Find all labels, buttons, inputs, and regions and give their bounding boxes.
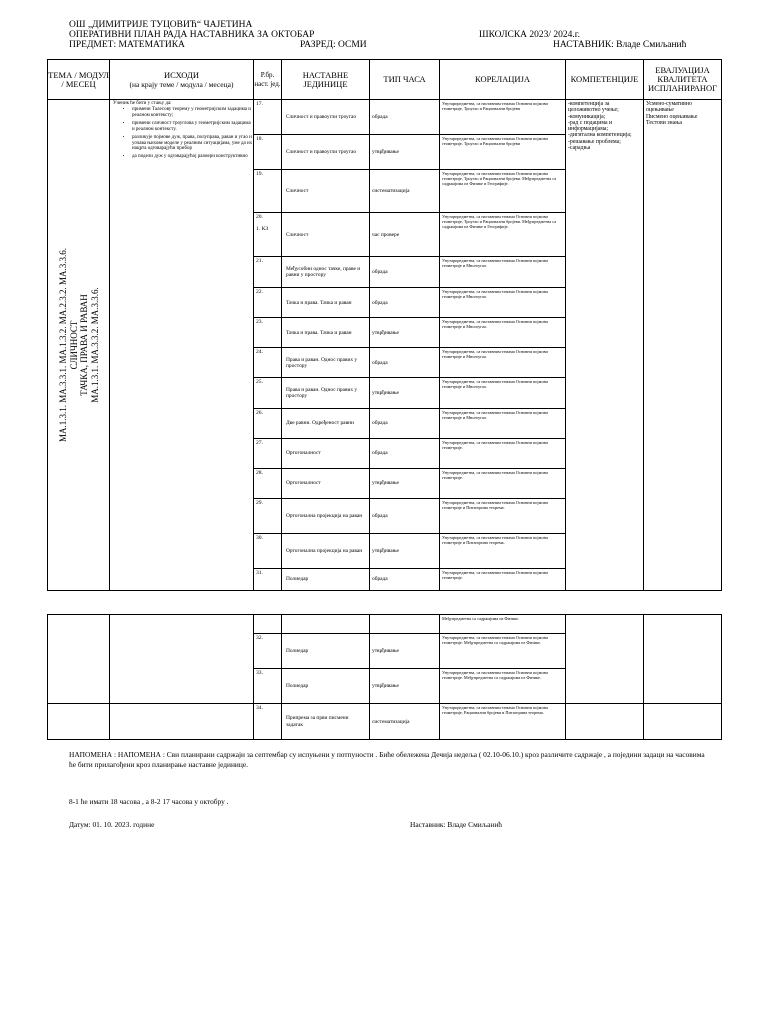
- lesson-type: утврђивање: [370, 378, 440, 408]
- lesson-correlation: Унутарпредметна, са наставним темама Основни појмови геометрије и Многоугао.: [440, 408, 566, 438]
- lesson-type: обрада: [370, 348, 440, 378]
- hours-note: 8-1 ће имати 18 часова , а 8-2 17 часова у октобру .: [69, 797, 229, 806]
- lesson-number: 26.: [256, 409, 263, 416]
- lesson-correlation: Унутарпредметна, са наставним темама Основни појмови геометрије и Многоугао.: [440, 348, 566, 378]
- lesson-unit: Сличност: [282, 170, 370, 213]
- topic-cell-continued: [48, 615, 110, 704]
- lesson-number: 18.: [256, 136, 263, 143]
- lesson-type: утврђивање: [370, 634, 440, 669]
- lesson-number-cell: [254, 135, 282, 170]
- lesson-number: [254, 615, 282, 634]
- outcome-item: • да подели дуж у одговарајућој размери конструктивно: [132, 154, 253, 160]
- col-correlation: КОРЕЛАЦИЈА: [440, 60, 566, 100]
- plan-table: [47, 59, 722, 591]
- col-topic: ТЕМА / МОДУЛ / МЕСЕЦ: [48, 60, 110, 100]
- plan-table-continued: [47, 614, 722, 740]
- lesson-number: 21.: [256, 258, 263, 265]
- outcome-item: • примени Талесову теорему у геометријским задацима и реалном контексту;: [132, 107, 253, 119]
- competencies-cell-continued: [566, 704, 644, 740]
- outcome-item: • примени сличност троуглова у геометријским задацима и реалном контексту.: [132, 121, 253, 133]
- lesson-type: утврђивање: [370, 669, 440, 704]
- lesson-correlation: Унутарпредметна, са наставним темама Основни појмови геометрије, Троугао и Рационални бројеви: [440, 135, 566, 170]
- lesson-correlation: Унутарпредметна, са наставним темама Основни појмови геометрије, Троугао и Рационални бројеви: [440, 100, 566, 135]
- lesson-number: 31.: [256, 569, 263, 576]
- lesson-unit: Права и раван. Однос правих у простору: [282, 378, 370, 408]
- lesson-number: 24.: [256, 349, 263, 356]
- lesson-number-cell: [254, 533, 282, 568]
- outcomes-intro: Ученик ће бити у стању да:: [113, 101, 172, 106]
- lesson-number: 29.: [256, 499, 263, 506]
- lesson-type: обрада: [370, 257, 440, 288]
- lesson-number-cell: [254, 378, 282, 408]
- lesson-correlation: Унутарпредметна, са наставним темама Основни појмови геометрије и Многоугао.: [440, 288, 566, 318]
- lesson-correlation: Унутарпредметна, са наставним темама Основни појмови геометрије и Многоугао.: [440, 378, 566, 408]
- lesson-number: 25.: [256, 379, 263, 386]
- lesson-correlation: Унутарпредметна, са наставним темама Основни појмови геометрије и Питагорина теорема.: [440, 533, 566, 568]
- table-row: [48, 100, 722, 135]
- lesson-correlation: Унутарпредметна, са наставним темама Основни појмови геометрије и Многоугао.: [440, 318, 566, 348]
- grade: РАЗРЕД: ОСМИ: [300, 40, 367, 50]
- col-type: ТИП ЧАСА: [370, 60, 440, 100]
- lesson-number: 23.: [256, 319, 263, 326]
- lesson-number: 22.: [256, 289, 263, 296]
- lesson-number-cell: [254, 438, 282, 468]
- lesson-number-cell: [254, 257, 282, 288]
- lesson-correlation: Унутарпредметна, са наставним темама Основни појмови геометрије.: [440, 468, 566, 498]
- lesson-number: 32.: [254, 634, 282, 669]
- lesson-unit: Међусобни однос тачке, праве и равни у простору: [282, 257, 370, 288]
- lesson-number: 19.: [256, 171, 263, 178]
- lesson-number-cell: [254, 408, 282, 438]
- lesson-unit: Ортогоналност: [282, 468, 370, 498]
- lesson-type: [370, 615, 440, 634]
- school-year: ШКОЛСКА 2023/ 2024.г.: [479, 30, 581, 40]
- lesson-number: 30.: [256, 534, 263, 541]
- lesson-correlation: Унутарпредметна, са наставним темама Основни појмови геометрије.: [440, 568, 566, 590]
- lesson-number: 28.: [256, 469, 263, 476]
- topic-line2: СЛИЧНОСТ: [68, 320, 78, 370]
- lesson-unit: Тачка и права. Тачка и раван: [282, 318, 370, 348]
- lesson-unit: Полиедар: [282, 634, 370, 669]
- evaluation-cell-continued: [644, 615, 722, 704]
- lesson-type: обрада: [370, 408, 440, 438]
- lesson-unit: Припрема за први писмени задатак: [282, 704, 370, 740]
- lesson-correlation: Унутарпредметна, са наставним темама Основни појмови геометрије. Међупредметна са садржајима из Физике.: [440, 634, 566, 669]
- col-outcomes: [110, 60, 254, 100]
- note: НАПОМЕНА : НАПОМЕНА : Сви планирани садржаји за септембар су испуњени у потпуности . Биће обележена Дечија недеља ( 02.10-06.10.) кроз различите садржаје , а поједини задаци на часовима ће бити прилагођени кроз планирање наставне јединице.: [69, 750, 705, 769]
- lesson-unit: Сличност и правоугли троугао: [282, 100, 370, 135]
- table-row: [48, 615, 722, 634]
- table-row: [48, 704, 722, 740]
- lesson-unit: Сличност: [282, 213, 370, 257]
- lesson-number-cell: [254, 100, 282, 135]
- lesson-type: систематизација: [370, 704, 440, 740]
- lesson-correlation: Унутарпредметна, са наставним темама Основни појмови геометрије и Питагорина теорема.: [440, 498, 566, 533]
- lesson-number: 34.: [254, 704, 282, 740]
- lesson-type: обрада: [370, 438, 440, 468]
- lesson-number-cell: [254, 468, 282, 498]
- competencies-cell: -компетенција за целоживотно учење; -комуникација; -рад с подацима и информацијама; -дигитална компетенција; -решавање проблема; -сарадња: [566, 100, 644, 591]
- lesson-type: обрада: [370, 568, 440, 590]
- lesson-correlation: Унутарпредметна, са наставним темама Основни појмови геометрије, Рационални бројеви и Питагорина теорема.: [440, 704, 566, 740]
- lesson-type: утврђивање: [370, 318, 440, 348]
- lesson-type: обрада: [370, 100, 440, 135]
- school-name: ОШ „ДИМИТРИЈЕ ТУЦОВИЋ“ ЧАЈЕТИНА: [69, 20, 253, 30]
- lesson-number: 17.: [256, 101, 263, 107]
- outcomes-cell-continued: [110, 615, 254, 704]
- lesson-unit: Полиедар: [282, 669, 370, 704]
- lesson-unit: Тачка и права. Тачка и раван: [282, 288, 370, 318]
- lesson-correlation: Унутарпредметна, са наставним темама Основни појмови геометрије, Троугао и Рационални бројеви. Међупредметна са садржајима из Физике и Географије.: [440, 213, 566, 257]
- lesson-number-cell: [254, 170, 282, 213]
- outcomes-cell: [110, 100, 254, 591]
- competencies-cell-continued: [566, 615, 644, 704]
- teacher-header: НАСТАВНИК: Владе Смиљанић: [553, 40, 687, 50]
- topic-line1: МА.1.3.1. МА.3.3.1. МА.1.3.2. МА.2.3.2. МА.3.3.6.: [57, 247, 68, 443]
- lesson-number-cell: [254, 318, 282, 348]
- subject: ПРЕДМЕТ: МАТЕМАТИКА: [69, 40, 185, 50]
- lesson-correlation: Унутарпредметна, са наставним темама Основни појмови геометрије, Троугао и Рационални бројеви. Међупредметна са садржајима из Физике и Географије.: [440, 170, 566, 213]
- date: Датум: 01. 10. 2023. године: [69, 820, 155, 829]
- lesson-correlation: Унутарпредметна, са наставним темама Основни појмови геометрије.: [440, 438, 566, 468]
- col-competencies: КОМПЕТЕНЦИЈЕ: [566, 60, 644, 100]
- topic-text: [58, 248, 100, 442]
- lesson-correlation: Унутарпредметна, са наставним темама Основни појмови геометрије. Међупредметна са садржајима из Физике.: [440, 669, 566, 704]
- topic-cell-continued: [48, 704, 110, 740]
- lesson-unit: Ортогоналност: [282, 438, 370, 468]
- lesson-number-cell: [254, 288, 282, 318]
- col-evaluation: ЕВАЛУАЦИЈА КВАЛИТЕТА ИСПЛАНИРАНОГ: [644, 60, 722, 100]
- lesson-unit: Ортогонална пројекција на раван: [282, 498, 370, 533]
- lesson-number-cell: [254, 213, 282, 257]
- lesson-number-cell: [254, 348, 282, 378]
- lesson-correlation: Међупредметна са садржајима из Физике.: [440, 615, 566, 634]
- outcomes-list: [110, 107, 253, 160]
- lesson-unit: Полиедар: [282, 568, 370, 590]
- lesson-unit: Ортогонална пројекција на раван: [282, 533, 370, 568]
- evaluation-cell: Усмено-сумативно оцењивање Писмено оцењивање Тестови знања: [644, 100, 722, 591]
- outcome-item: • разликује појмове дуж, права, полуправа, раван и угао и уочава њихове моделе у реалним ситуацијама, уме да их нацрта одговарајући прибор: [132, 135, 253, 153]
- lesson-number: 33.: [254, 669, 282, 704]
- lesson-unit: Права и раван. Однос правих у простору: [282, 348, 370, 378]
- lesson-type: систематизација: [370, 170, 440, 213]
- lesson-type: час провере: [370, 213, 440, 257]
- topic-cell: [48, 100, 110, 591]
- lesson-type: утврђивање: [370, 533, 440, 568]
- lesson-number-cell: [254, 568, 282, 590]
- lesson-type: обрада: [370, 288, 440, 318]
- outcomes-cell-continued: [110, 704, 254, 740]
- lesson-type: утврђивање: [370, 468, 440, 498]
- teacher-footer: Наставник: Владе Смиљанић: [410, 820, 502, 829]
- lesson-unit: Сличност и правоугли троугао: [282, 135, 370, 170]
- lesson-check-label: 1. КЗ: [256, 226, 269, 233]
- lesson-unit: Две равни. Одређеност равни: [282, 408, 370, 438]
- col-no: Р.бр. наст. јед.: [254, 60, 282, 100]
- col-outcomes-title: ИСХОДИ: [164, 69, 199, 80]
- lesson-number-cell: [254, 498, 282, 533]
- lesson-type: утврђивање: [370, 135, 440, 170]
- lesson-unit: [282, 615, 370, 634]
- col-outcomes-sub: (на крају теме / модула / месеца): [129, 79, 234, 89]
- lesson-number: 20.: [256, 214, 263, 221]
- col-unit: НАСТАВНЕ ЈЕДИНИЦЕ: [282, 60, 370, 100]
- evaluation-cell-continued: [644, 704, 722, 740]
- plan-title: ОПЕРАТИВНИ ПЛАН РАДА НАСТАВНИКА ЗА ОКТОБАР: [69, 30, 315, 40]
- topic-line4: МА.1.3.1. МА.3.3.2. МА.3.3.6.: [89, 287, 99, 403]
- lesson-number: 27.: [256, 439, 263, 446]
- lesson-correlation: Унутарпредметна, са наставним темама Основни појмови геометрије и Многоугао.: [440, 257, 566, 288]
- lesson-type: обрада: [370, 498, 440, 533]
- topic-line3: ТАЧКА, ПРАВА И РАВАН: [78, 294, 89, 396]
